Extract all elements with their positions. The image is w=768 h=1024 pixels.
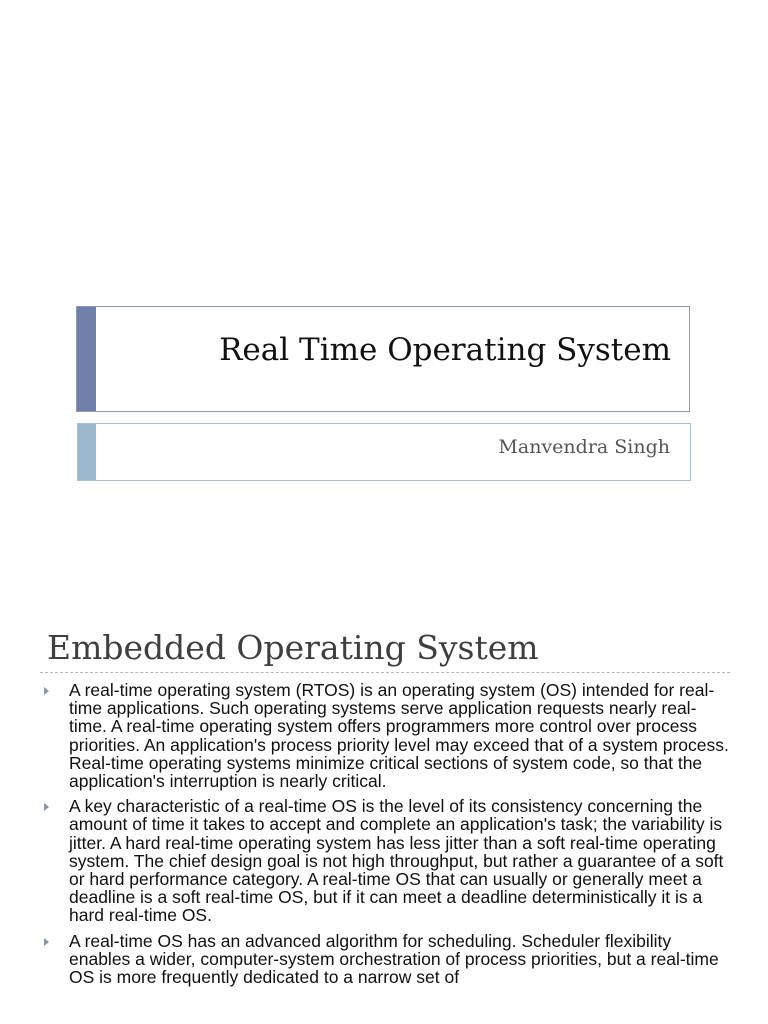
subtitle-box (77, 423, 691, 481)
bullet-item-rtos-definition (44, 681, 729, 790)
heading-divider (40, 672, 730, 673)
title-accent-bar (77, 307, 96, 411)
presentation-title: Real Time Operating System (219, 332, 671, 368)
subtitle-accent-bar (78, 424, 96, 480)
bullet-text: A real-time operating system (RTOS) is an operating system (OS) intended for real-time applications. Such operating systems serve application requests nearly real-time. A real-time operating system offers programmers more control over process priorities. An application's process priority level may exceed that of a system process. Real-time operating systems minimize critical sections of system code, so that the application's interruption is nearly critical. (69, 680, 729, 792)
triangle-bullet-icon (44, 938, 49, 946)
slide-heading: Embedded Operating System (47, 628, 539, 667)
title-box (76, 306, 690, 412)
bullet-text: A key characteristic of a real-time OS is the level of its consistency concerning the amount of time it takes to accept and complete an application's task; the variability is jitter. A hard real-time operating system has less jitter than a soft real-time operating system. The chief design goal is not high throughput, but rather a guarantee of a soft or hard performance category. A real-time OS that can usually or generally meet a deadline is a soft real-time OS, but if it can meet a deadline deterministically it is a hard real-time OS. (69, 796, 724, 926)
triangle-bullet-icon (44, 687, 49, 695)
author-name: Manvendra Singh (498, 436, 670, 458)
bullet-item-consistency (44, 797, 729, 924)
bullet-item-scheduling (44, 932, 729, 987)
triangle-bullet-icon (44, 803, 49, 811)
bullet-text: A real-time OS has an advanced algorithm for scheduling. Scheduler flexibility enables a wider, computer-system orchestration of process priorities, but a real-time OS is more frequently dedicated to a narrow set of (69, 930, 719, 988)
bullet-list (44, 681, 729, 993)
